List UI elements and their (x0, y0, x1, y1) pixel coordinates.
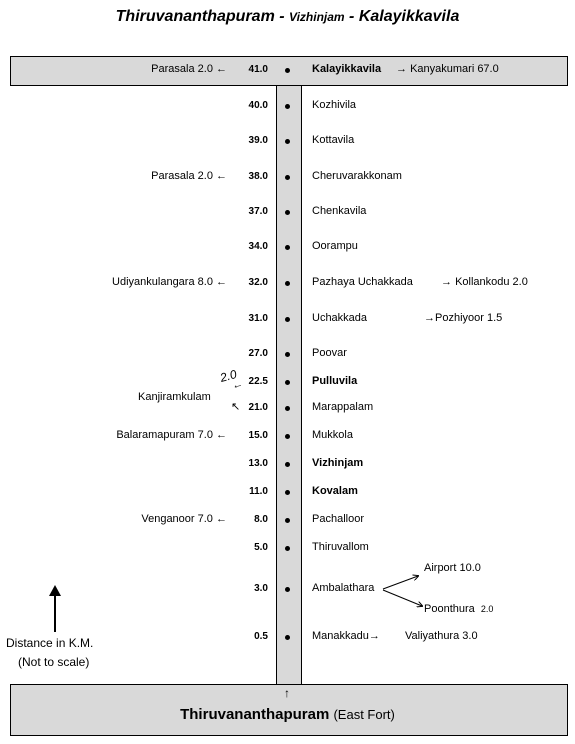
place-3: Cheruvarakkonam (312, 170, 402, 182)
stop-dot-16 (285, 587, 290, 592)
kanjiramkulam-arrow-upper: ← (230, 377, 245, 393)
stop-dot-17 (285, 635, 290, 640)
scale-arrow-icon (46, 584, 64, 634)
km-3: 38.0 (248, 171, 268, 182)
km-16: 3.0 (254, 583, 268, 594)
place-5: Oorampu (312, 240, 358, 252)
left-branch-6: Udiyankulangara 8.0 ← (112, 276, 227, 288)
stop-dot-15 (285, 546, 290, 551)
stop-dot-5 (285, 245, 290, 250)
stop-dot-6 (285, 281, 290, 286)
km-12: 13.0 (248, 458, 268, 469)
kanjiramkulam-label: Kanjiramkulam (138, 391, 211, 403)
right-branch-7: →Pozhiyoor 1.5 (424, 312, 503, 324)
left-branch-14: Venganoor 7.0 ← (141, 513, 227, 525)
km-15: 5.0 (254, 542, 268, 553)
poonthura-label: Poonthura 2.0 (424, 603, 494, 615)
stop-dot-7 (285, 317, 290, 322)
right-branch-17: Valiyathura 3.0 (405, 630, 478, 642)
right-branch-0: → Kanyakumari 67.0 (396, 63, 499, 75)
title-sep2: - (344, 8, 359, 25)
place-4: Chenkavila (312, 205, 367, 217)
stop-dot-11 (285, 434, 290, 439)
place-8: Poovar (312, 347, 347, 359)
km-8: 27.0 (248, 348, 268, 359)
stop-dot-4 (285, 210, 290, 215)
kanjiramkulam-arrow-lower: ↖ (231, 401, 241, 413)
title-part1: Thiruvananthapuram (115, 8, 275, 25)
left-branch-0: Parasala 2.0 ← (151, 63, 227, 75)
stop-dot-3 (285, 175, 290, 180)
km-4: 37.0 (248, 206, 268, 217)
stop-dot-1 (285, 104, 290, 109)
place-9: Pulluvila (312, 375, 358, 387)
stop-dot-0 (285, 68, 290, 73)
stop-dot-13 (285, 490, 290, 495)
left-branch-11: Balaramapuram 7.0 ← (116, 429, 227, 441)
km-0: 41.0 (248, 64, 268, 75)
place-11: Mukkola (312, 429, 353, 441)
km-11: 15.0 (248, 430, 268, 441)
title-sep1: - (274, 8, 290, 25)
place-12: Vizhinjam (312, 457, 364, 469)
place-2: Kottavila (312, 134, 355, 146)
place-10: Marappalam (312, 401, 374, 413)
place-14: Pachalloor (312, 513, 364, 525)
place-1: Kozhivila (312, 99, 357, 111)
stop-dot-14 (285, 518, 290, 523)
diagram-title (0, 8, 575, 26)
km-13: 11.0 (249, 486, 268, 497)
legend-not-to-scale: (Not to scale) (18, 655, 90, 669)
km-1: 40.0 (248, 100, 268, 111)
place-16: Ambalathara (312, 582, 375, 594)
km-17: 0.5 (254, 631, 268, 642)
place-17: Manakkadu→ (312, 630, 380, 642)
place-6: Pazhaya Uchakkada (312, 276, 413, 288)
destination-arrow: ↑ (284, 686, 290, 700)
stop-dot-8 (285, 352, 290, 357)
place-0: Kalayikkavila (312, 63, 382, 75)
stop-dot-12 (285, 462, 290, 467)
title-part2: Vizhinjam (289, 10, 345, 24)
stop-dot-10 (285, 406, 290, 411)
left-branch-3: Parasala 2.0 ← (151, 170, 227, 182)
kanjiramkulam-distance: 2.0 (218, 367, 239, 385)
place-7: Uchakkada (312, 312, 368, 324)
place-15: Thiruvallom (312, 541, 369, 553)
place-13: Kovalam (312, 485, 358, 497)
title-part3: Kalayikkavila (358, 8, 460, 25)
airport-arrow (383, 576, 418, 589)
poonthura-arrow (383, 590, 422, 606)
km-2: 39.0 (248, 135, 268, 146)
airport-label: Airport 10.0 (424, 562, 481, 574)
right-branch-6: → Kollankodu 2.0 (441, 276, 528, 288)
destination-label: Thiruvananthapuram (East Fort) (180, 706, 395, 723)
legend-distance: Distance in K.M. (6, 636, 94, 650)
ambalathara-branch-arrows (378, 568, 428, 614)
stop-dot-9 (285, 380, 290, 385)
km-6: 32.0 (248, 277, 268, 288)
km-7: 31.0 (248, 313, 268, 324)
km-14: 8.0 (254, 514, 268, 525)
km-9: 22.5 (248, 376, 268, 387)
stop-dot-2 (285, 139, 290, 144)
km-10: 21.0 (248, 402, 268, 413)
km-5: 34.0 (248, 241, 268, 252)
